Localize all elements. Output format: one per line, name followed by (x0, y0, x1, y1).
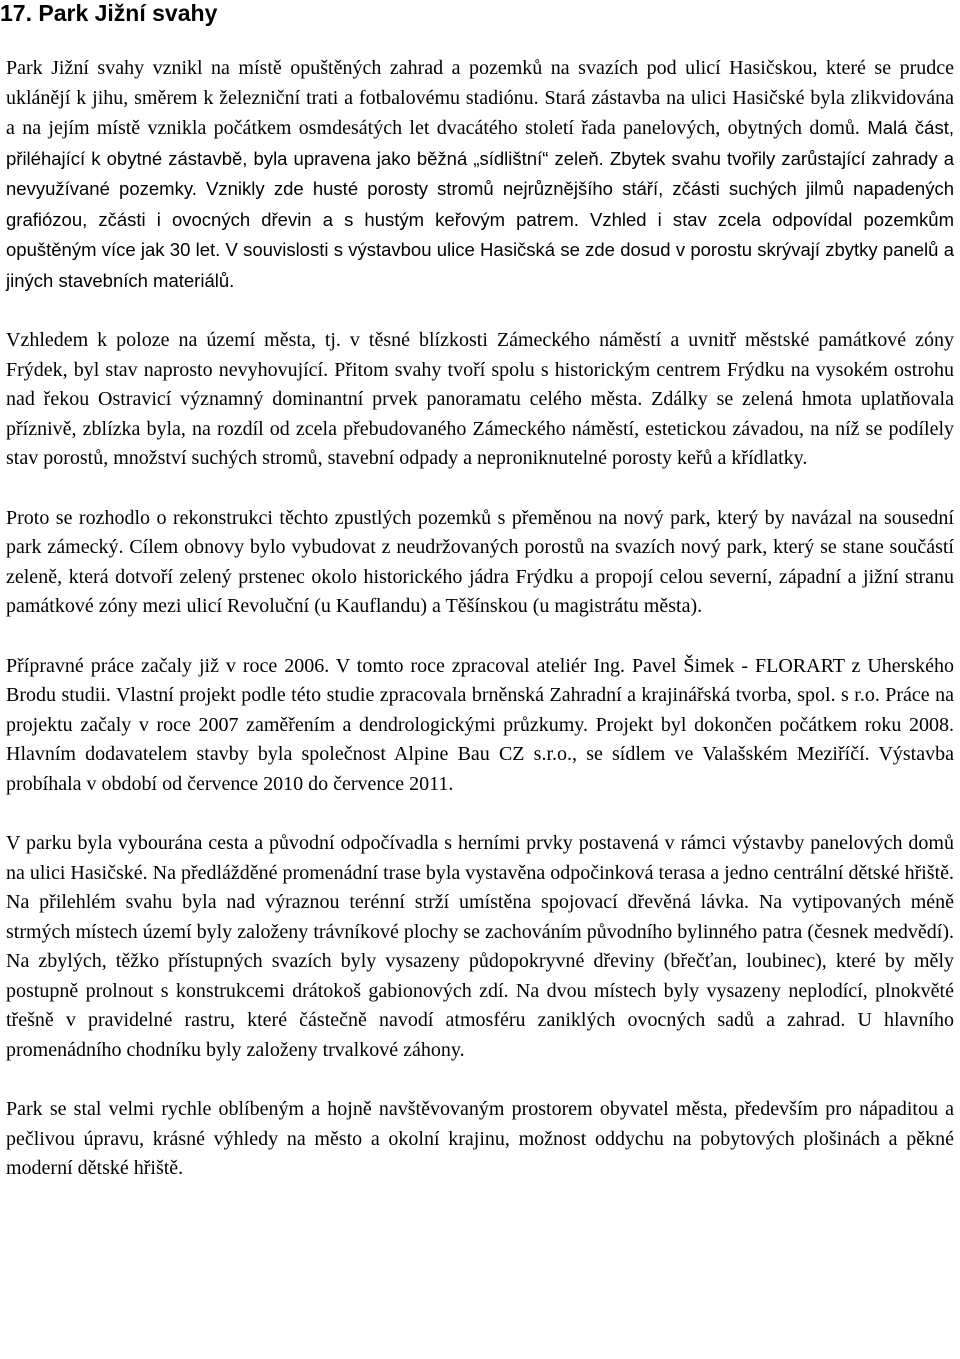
paragraph-park-works: V parku byla vybourána cesta a původní odpočívadla s herními prvky postavená v rámci výstavby panelových domů na ulici Hasičské. Na předlážděné promenádní trase byla vystavěna odpočinková terasa a jedno centrální dětské hřiště. Na přilehlém svahu byla nad výraznou terénní strží umístěna spojovací dřevěná lávka. Na vytipovaných méně strmých místech území byly založeny trávníkové plochy se zachováním původního bylinného patra (česnek medvědí). Na zbylých, těžko přístupných svazích byly vysazeny půdopokryvné dřeviny (břečťan, loubinec), které by měly postupně prolnout s konstrukcemi drátokoš gabionových zdí. Na dvou místech byly vysazeny neplodící, plnokvěté třešně v pravidelné rastru, které částečně navodí atmosféru zaniklých ovocných sadů a zahrad. U hlavního promenádního chodníku byly založeny trvalkové záhony. (6, 832, 954, 1061)
paragraph-intro-part2: Malá část, přiléhající k obytné zástavbě, byla upravena jako běžná „sídlištní“ zeleň. Zbytek svahu tvořily zarůstající zahrady a nevyužívané pozemky. Vznikly zde husté porosty stromů nejrůznějšího stáří, zčásti suchých jilmů napadených grafiózou, zčásti i ovocných dřevin a s hustým keřovým patrem. Vzhled i stav zcela odpovídal pozemkům opuštěným více jak 30 let. V souvislosti s výstavbou ulice Hasičská se zde dosud v porostu skrývají zbytky panelů a jiných stavebních materiálů. (6, 117, 954, 291)
paragraph-location: Vzhledem k poloze na území města, tj. v těsné blízkosti Zámeckého náměstí a uvnitř městské památkové zóny Frýdek, byl stav naprosto nevyhovující. Přitom svahy tvoří spolu s historickým centrem Frýdku na vysokém ostrohu nad řekou Ostravicí významný dominantní prvek panoramatu celého města. Zdálky se zelená hmota uplatňovala příznivě, zblízka byla, na rozdíl od zcela přebudovaného Zámeckého náměstí, estetickou závadou, na níž se podílely stav porostů, množství suchých stromů, stavební odpady a neproniknutelné porosty keřů a křídlatky. (6, 329, 954, 469)
document-body (6, 54, 954, 1184)
paragraph-preparation: Přípravné práce začaly již v roce 2006. V tomto roce zpracoval ateliér Ing. Pavel Šimek - FLORART z Uherského Brodu studii. Vlastní projekt podle této studie zpracovala brněnská Zahradní a krajinářská tvorba, spol. s r.o. Práce na projektu začaly v roce 2007 zaměřením a dendrologickými průzkumy. Projekt byl dokončen počátkem roku 2008. Hlavním dodavatelem stavby byla společnost Alpine Bau CZ s.r.o., se sídlem ve Valašském Meziříčí. Výstavba probíhala v období od července 2010 do července 2011. (6, 654, 954, 795)
paragraph-reconstruction: Proto se rozhodlo o rekonstrukci těchto zpustlých pozemků s přeměnou na nový park, který by navázal na sousední park zámecký. Cílem obnovy bylo vybudovat z neudržovaných porostů na svazích nový park, který se stane součástí zeleně, která dotvoří zelený prstenec okolo historického jádra Frýdku a propojí celou severní, západní a jižní stranu památkové zóny mezi ulicí Revoluční (u Kauflandu) a Těšínskou (u magistrátu města). (6, 506, 954, 617)
paragraph-intro (6, 54, 954, 296)
paragraph-popularity: Park se stal velmi rychle oblíbeným a hojně navštěvovaným prostorem obyvatel města, především pro nápaditou a pečlivou úpravu, krásné výhledy na město a okolní krajinu, možnost oddychu na pobytových plošinách a pěkné moderní dětské hřiště. (6, 1098, 954, 1179)
section-heading: 17. Park Jižní svahy (0, 0, 218, 26)
paragraph-intro-part1: Park Jižní svahy vznikl na místě opuštěných zahrad a pozemků na svazích pod ulicí Hasičskou, které se prudce uklánějí k jihu, směrem k železniční trati a fotbalovému stadiónu. Stará zástavba na ulici Hasičské byla zlikvidována a na jejím místě vznikla počátkem osmdesátých let dvacátého století řada panelových, obytných domů. (6, 57, 954, 139)
